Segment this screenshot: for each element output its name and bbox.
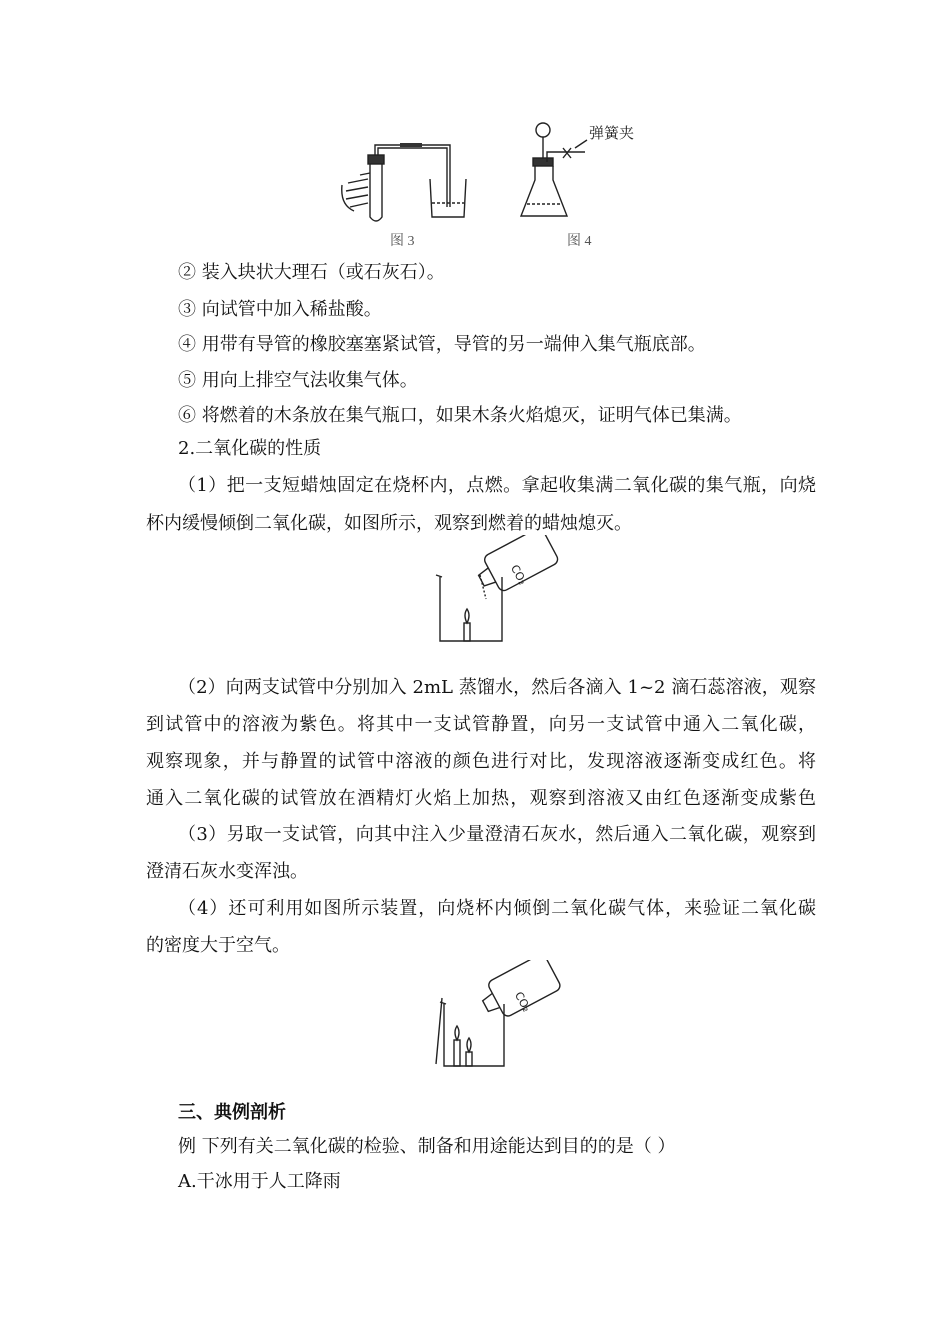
- co2-bottle-label-2: CO₂: [511, 989, 534, 1015]
- section-3-title: 三、典例剖析: [178, 1102, 286, 1123]
- step-3: ③ 向试管中加入稀盐酸。: [178, 299, 382, 320]
- exp2-line1: （2）向两支试管中分别加入 2mL 蒸馏水，然后各滴入 1~2 滴石蕊溶液，观察: [178, 677, 816, 698]
- section-2-title: 2.二氧化碳的性质: [178, 438, 322, 459]
- exp1-line2: 杯内缓慢倾倒二氧化碳，如图所示，观察到燃着的蜡烛熄灭。: [146, 513, 632, 534]
- co2-bottle-label-1: CO₂: [507, 562, 530, 588]
- example-question: 例 下列有关二氧化碳的检验、制备和用途能达到目的的是（ ）: [178, 1136, 676, 1157]
- exp2-line2: 到试管中的溶液为紫色。将其中一支试管静置，向另一支试管中通入二氧化碳，: [146, 714, 816, 735]
- exp4-line2: 的密度大于空气。: [146, 935, 290, 956]
- figure-3-test-tube-apparatus: [340, 135, 470, 230]
- exp3-line2: 澄清石灰水变浑浊。: [146, 861, 308, 882]
- figure-co2-pouring-candle: [430, 535, 560, 647]
- spring-clip-label: 弹簧夹: [589, 124, 635, 142]
- figure-co2-two-candles: [432, 960, 562, 1072]
- exp2-line3: 观察现象，并与静置的试管中溶液的颜色进行对比，发现溶液逐渐变成红色。将: [146, 751, 816, 772]
- exp1-line1: （1）把一支短蜡烛固定在烧杯内，点燃。拿起收集满二氧化碳的集气瓶，向烧: [178, 475, 816, 496]
- step-2: ② 装入块状大理石（或石灰石）。: [178, 262, 445, 283]
- exp3-line1: （3）另取一支试管，向其中注入少量澄清石灰水，然后通入二氧化碳，观察到: [178, 824, 816, 845]
- exp2-line4: 通入二氧化碳的试管放在酒精灯火焰上加热，观察到溶液又由红色逐渐变成紫色: [146, 788, 816, 809]
- figure-3-caption: 图 3: [390, 234, 415, 249]
- step-5: ⑤ 用向上排空气法收集气体。: [178, 370, 418, 391]
- exp4-line1: （4）还可利用如图所示装置，向烧杯内倾倒二氧化碳气体，来验证二氧化碳: [178, 898, 816, 919]
- figure-4-caption: 图 4: [567, 234, 592, 249]
- step-6: ⑥ 将燃着的木条放在集气瓶口，如果木条火焰熄灭，证明气体已集满。: [178, 405, 742, 426]
- figure-4-flask-apparatus: [515, 118, 665, 228]
- step-4: ④ 用带有导管的橡胶塞塞紧试管，导管的另一端伸入集气瓶底部。: [178, 334, 706, 355]
- option-a: A.干冰用于人工降雨: [178, 1171, 341, 1192]
